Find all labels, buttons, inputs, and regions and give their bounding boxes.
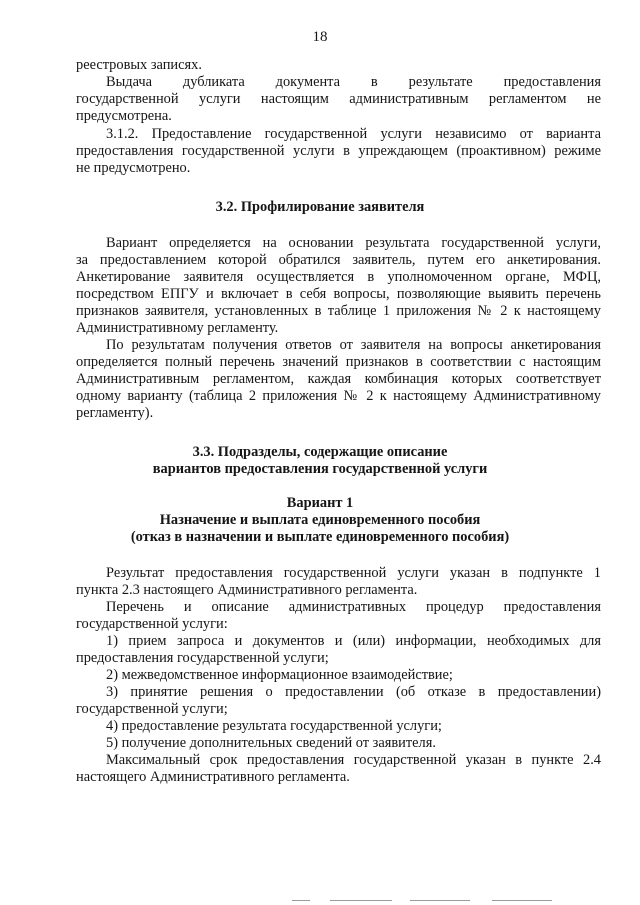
text-line: предоставления государственной услуги в упреждающем (проактивном) режиме xyxy=(76,143,601,159)
variant-heading: Вариант 1 xyxy=(286,495,354,511)
list-item: 2) межведомственное информационное взаимодействие; xyxy=(106,667,453,683)
text-line: Административным регламентом, каждая комбинация которых соответствует xyxy=(76,371,601,387)
text-line: государственной услуги: xyxy=(76,616,228,632)
list-item: 5) получение дополнительных сведений от заявителя. xyxy=(106,735,436,751)
text-line: предоставления государственной услуги; xyxy=(76,650,329,666)
text-line: Перечень и описание административных процедур предоставления xyxy=(106,599,601,615)
section-heading: 3.2. Профилирование заявителя xyxy=(215,199,425,215)
text-line: определяется полный перечень значений признаков в соответствии с настоящим xyxy=(76,354,601,370)
scan-artifact xyxy=(492,900,552,901)
text-line: Административному регламенту. xyxy=(76,320,279,336)
text-line: регламенту). xyxy=(76,405,154,421)
text-line: 3.1.2. Предоставление государственной услуги независимо от варианта xyxy=(106,126,601,142)
text-line: пункта 2.3 настоящего Административного регламента. xyxy=(76,582,418,598)
text-line: По результатам получения ответов от заявителя на вопросы анкетирования xyxy=(106,337,601,353)
section-heading: вариантов предоставления государственной услуги xyxy=(152,461,488,477)
section-heading: 3.3. Подразделы, содержащие описание xyxy=(192,444,448,460)
list-item: 4) предоставление результата государственной услуги; xyxy=(106,718,442,734)
list-item: 3) принятие решения о предоставлении (об отказе в предоставлении) xyxy=(106,684,601,700)
text-line: Максимальный срок предоставления государственной указан в пункте 2.4 xyxy=(106,752,601,768)
text-line: государственной услуги; xyxy=(76,701,228,717)
text-line: государственной услуги настоящим административным регламентом не xyxy=(76,91,601,107)
scan-artifact xyxy=(330,900,392,901)
text-line: не предусмотрено. xyxy=(76,160,191,176)
text-line: предусмотрена. xyxy=(76,108,172,124)
text-line: посредством ЕПГУ и включает в себя вопросы, позволяющие выявить перечень xyxy=(76,286,601,302)
variant-subtitle: (отказ в назначении и выплате единовременного пособия) xyxy=(130,529,510,545)
variant-title: Назначение и выплата единовременного пособия xyxy=(159,512,481,528)
scan-artifact xyxy=(410,900,470,901)
text-line: Анкетирование заявителя осуществляется в уполномоченном органе, МФЦ, xyxy=(76,269,601,285)
scan-artifact xyxy=(292,900,310,901)
text-line: признаков заявителя, установленных в таблице 1 приложения № 2 к настоящему xyxy=(76,303,601,319)
text-line: Выдача дубликата документа в результате предоставления xyxy=(106,74,601,90)
text-line: Результат предоставления государственной услуги указан в подпункте 1 xyxy=(106,565,601,581)
page-number: 18 xyxy=(312,29,328,45)
text-line: настоящего Административного регламента. xyxy=(76,769,350,785)
text-line: реестровых записях. xyxy=(76,57,202,73)
text-line: за предоставлением которой обратился заявитель, путем его анкетирования. xyxy=(76,252,601,268)
list-item: 1) прием запроса и документов и (или) информации, необходимых для xyxy=(106,633,601,649)
text-line: одному варианту (таблица 2 приложения № 2 к настоящему Административному xyxy=(76,388,601,404)
text-line: Вариант определяется на основании результата государственной услуги, xyxy=(106,235,601,251)
